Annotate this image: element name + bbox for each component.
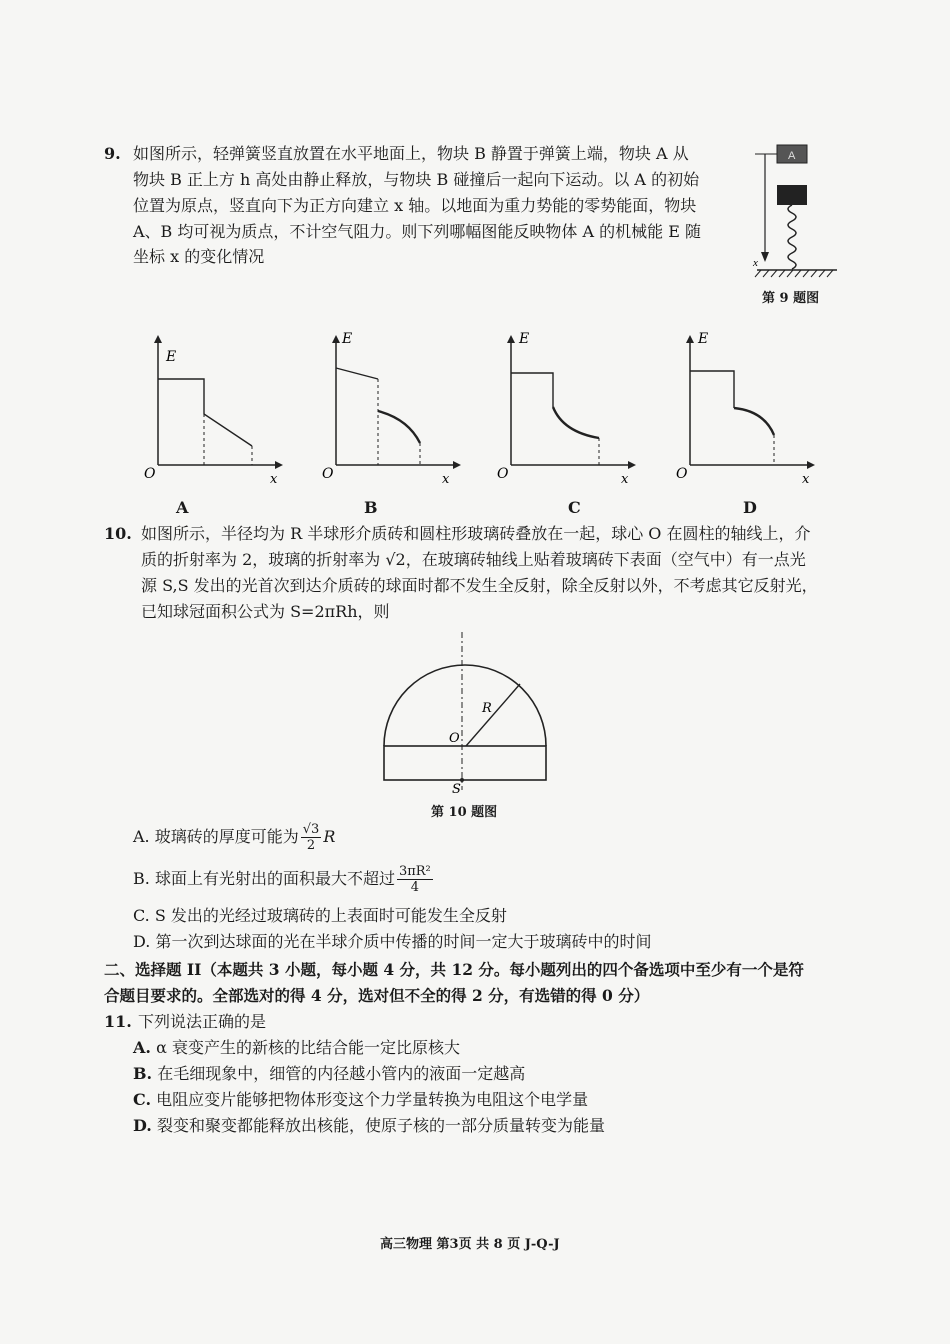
question-10-number: 10. xyxy=(104,524,132,543)
question-11-option-a: A. α 衰变产生的新核的比结合能一定比原核大 xyxy=(133,1038,460,1057)
question-9-line-3: 位置为原点，竖直向下为正方向建立 x 轴。以地面为重力势能的零势能面，物块 xyxy=(133,196,697,215)
question-10-option-d: D. 第一次到达球面的光在半球介质中传播的时间一定大于玻璃砖中的时间 xyxy=(133,932,652,951)
svg-text:x: x xyxy=(802,472,810,487)
svg-text:O: O xyxy=(322,466,334,482)
page-footer: 高三物理 第3页 共 8 页 J-Q-J xyxy=(380,1237,560,1252)
section-2-heading-line-1: 二、选择题 II（本题共 3 小题，每小题 4 分，共 12 分。每小题列出的四个备选项中至少有一个是符 xyxy=(104,960,804,979)
svg-text:x: x xyxy=(442,472,450,487)
svg-text:E: E xyxy=(342,331,353,347)
question-11-number: 11. xyxy=(104,1012,132,1031)
question-11-stem: 下列说法正确的是 xyxy=(138,1012,267,1031)
question-10-line-3: 源 S,S 发出的光首次到达介质砖的球面时都不发生全反射，除全反射以外，不考虑其它反射光， xyxy=(141,576,818,595)
block-b xyxy=(777,185,807,205)
graph-c xyxy=(493,331,633,487)
svg-text:E: E xyxy=(166,349,177,365)
x-axis-arrow xyxy=(761,252,769,262)
question-9-number: 9. xyxy=(104,144,121,163)
svg-text:O: O xyxy=(144,466,156,482)
svg-text:O: O xyxy=(449,731,460,746)
svg-text:E: E xyxy=(698,331,709,347)
section-2-heading-line-2: 合题目要求的。全部选对的得 4 分，选对但不全的得 2 分，有选错的得 0 分） xyxy=(104,986,650,1005)
graph-a xyxy=(140,335,280,485)
graph-b-label: B xyxy=(364,498,378,517)
question-10-option-a: A. 玻璃砖的厚度可能为 $\frac{√3}{2}$ R xyxy=(133,822,336,853)
question-10-line-1: 如图所示，半径均为 R 半球形介质砖和圆柱形玻璃砖叠放在一起，球心 O 在圆柱的轴线上，介 xyxy=(141,524,811,543)
svg-text:E: E xyxy=(519,331,530,347)
ground-hatching xyxy=(755,270,833,277)
block-a-label: A xyxy=(788,150,796,162)
question-11-option-d: D. 裂变和聚变都能释放出核能，使原子核的一部分质量转变为能量 xyxy=(133,1116,605,1135)
question-9-spring-figure xyxy=(745,140,845,280)
question-10-option-c: C. S 发出的光经过玻璃砖的上表面时可能发生全反射 xyxy=(133,906,507,925)
svg-text:O: O xyxy=(497,466,509,482)
question-10-figure-caption: 第 10 题图 xyxy=(431,805,498,820)
spring-coil xyxy=(788,205,796,269)
question-11-option-c: C. 电阻应变片能够把物体形变这个力学量转换为电阻这个电学量 xyxy=(133,1090,589,1109)
question-10-line-2: 质的折射率为 2，玻璃的折射率为 √2，在玻璃砖轴线上贴着玻璃砖下表面（空气中）有一点光 xyxy=(141,550,806,569)
question-9-line-2: 物块 B 正上方 h 高处由静止释放，与物块 B 碰撞后一起向下运动。以 A 的初始 xyxy=(133,170,700,189)
question-10-option-b: B. 球面上有光射出的面积最大不超过 $\frac{\text{3πR²}}{4}$ xyxy=(133,864,431,895)
svg-text:R: R xyxy=(482,701,492,716)
question-10-hemisphere-figure xyxy=(376,630,556,795)
graph-d xyxy=(672,331,812,487)
svg-text:S: S xyxy=(452,782,461,797)
x-axis-label: x xyxy=(753,257,758,269)
question-9-figure-caption: 第 9 题图 xyxy=(762,291,820,306)
svg-text:O: O xyxy=(676,466,688,482)
graph-c-label: C xyxy=(568,498,581,517)
graph-b xyxy=(318,331,458,487)
question-11-option-b: B. 在毛细现象中，细管的内径越小管内的液面一定越高 xyxy=(133,1064,526,1083)
svg-text:x: x xyxy=(621,472,629,487)
question-9-line-5: 坐标 x 的变化情况 xyxy=(133,247,265,266)
svg-text:x: x xyxy=(270,472,278,487)
question-9-line-4: A、B 均可视为质点，不计空气阻力。则下列哪幅图能反映物体 A 的机械能 E 随 xyxy=(133,222,701,241)
graph-d-label: D xyxy=(743,498,757,517)
graph-a-label: A xyxy=(176,498,189,517)
question-9-line-1: 如图所示，轻弹簧竖直放置在水平地面上，物块 B 静置于弹簧上端，物块 A 从 xyxy=(133,144,689,163)
question-10-line-4: 已知球冠面积公式为 S=2πRh，则 xyxy=(141,602,390,621)
